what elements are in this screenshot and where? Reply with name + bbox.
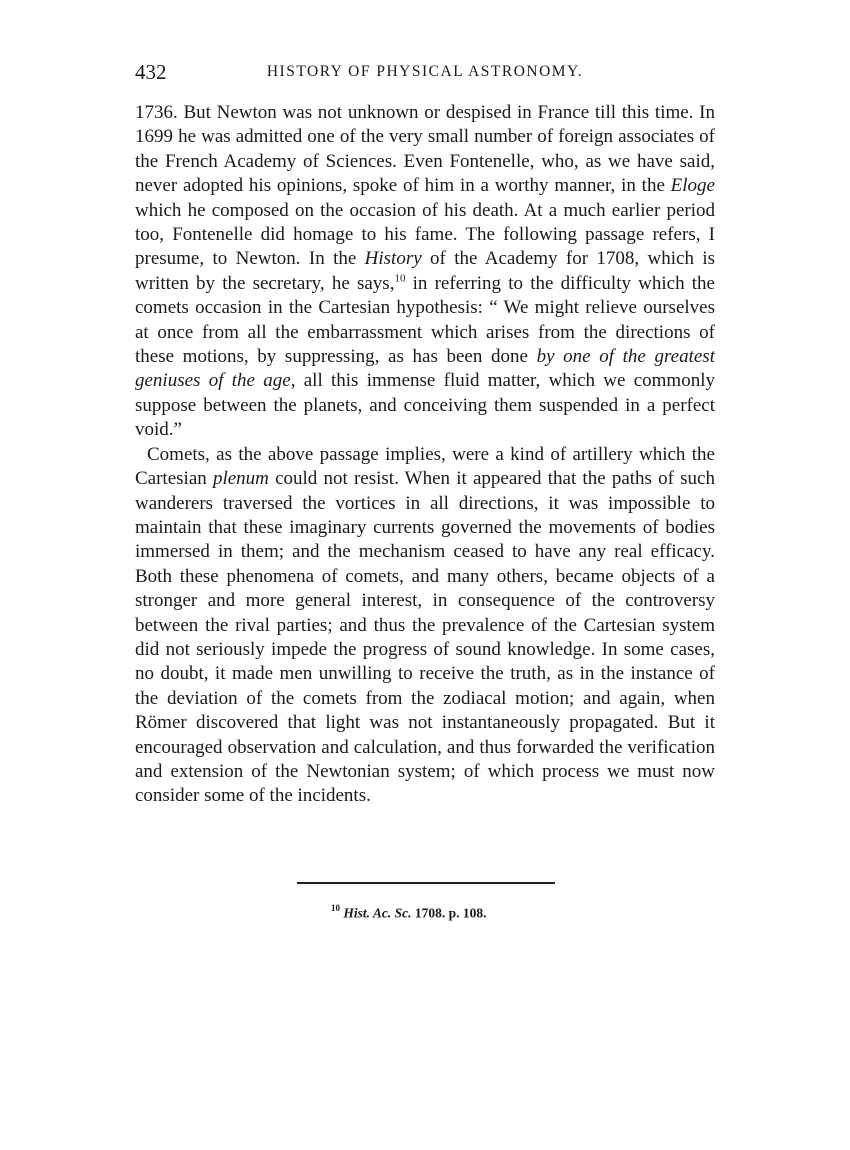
italic-plenum: plenum: [212, 468, 269, 490]
text-segment: all this immense fluid matter, which we commonly suppose between the planets, and conceiving them suspended in a perfect void.”: [135, 370, 715, 441]
text-segment: Comets, as the above passage implies, were a kind of artillery which the Cartesian: [135, 443, 715, 490]
paragraph-comets: [135, 443, 715, 809]
italic-history: History: [364, 248, 422, 270]
footnote-source: Hist. Ac. Sc.: [343, 905, 412, 921]
running-title: HISTORY OF PHYSICAL ASTRONOMY.: [266, 63, 584, 80]
body-text: [135, 101, 715, 809]
text-segment: could not resist. When it appeared that the paths of such wanderers traversed the vortices in all directions, it was impossible to maintain that these imaginary currents governed the movements of bodies immersed in them; and the mechanism ceased to have any real efficacy. Both these phenomena of comets, and many others, became objects of a stronger and more general interest, in consequence of the controversy between the rival parties; and thus the prevalence of the Cartesian system did not seriously impede the progress of sound knowledge. In some cases, no doubt, it made men unwilling to receive the truth, as in the instance of the deviation of the comets from the zodiacal motion; and again, when Römer discovered that light was not instantaneously propagated. But it encouraged observation and calculation, and thus forwarded the verification and extension of the Newtonian system; of which process we must now consider some of the incidents.: [135, 468, 715, 807]
text-segment: which he composed on the occasion of his death. At a much earlier period too, Fontenelle did homage to his fame. The following passage refers, I presume, to Newton. In the: [135, 199, 715, 270]
running-head: [135, 60, 715, 86]
text-segment: of the Academy for 1708, which is written by the secretary, he says,: [135, 248, 715, 294]
footnote-detail: 1708. p. 108.: [411, 905, 487, 921]
footnote-divider: [297, 882, 555, 884]
page-number: 432: [135, 60, 167, 84]
text-segment: 1736. But Newton was not unknown or despised in France till this time. In 1699 he was admitted one of the very small number of foreign associates of the French Academy of Sciences. Even Fontenelle, who, as we have said, never adopted his opinions, spoke of him in a worthy manner, in the: [135, 102, 715, 197]
footnote-marker: 10: [331, 903, 340, 913]
text-segment: in referring to the difficulty which the comets occasion in the Cartesian hypothesis: “ We might relieve ourselves at once from all the embarrassment which arises from the directions of these motions, by suppressing, as has been done: [135, 272, 715, 368]
footnote: [331, 904, 487, 922]
italic-eloge: Eloge: [670, 175, 715, 197]
italic-quote: by one of the greatest geniuses of the age,: [135, 346, 715, 392]
footnote-reference: 10: [394, 272, 406, 285]
paragraph-newton-france: [135, 101, 715, 443]
